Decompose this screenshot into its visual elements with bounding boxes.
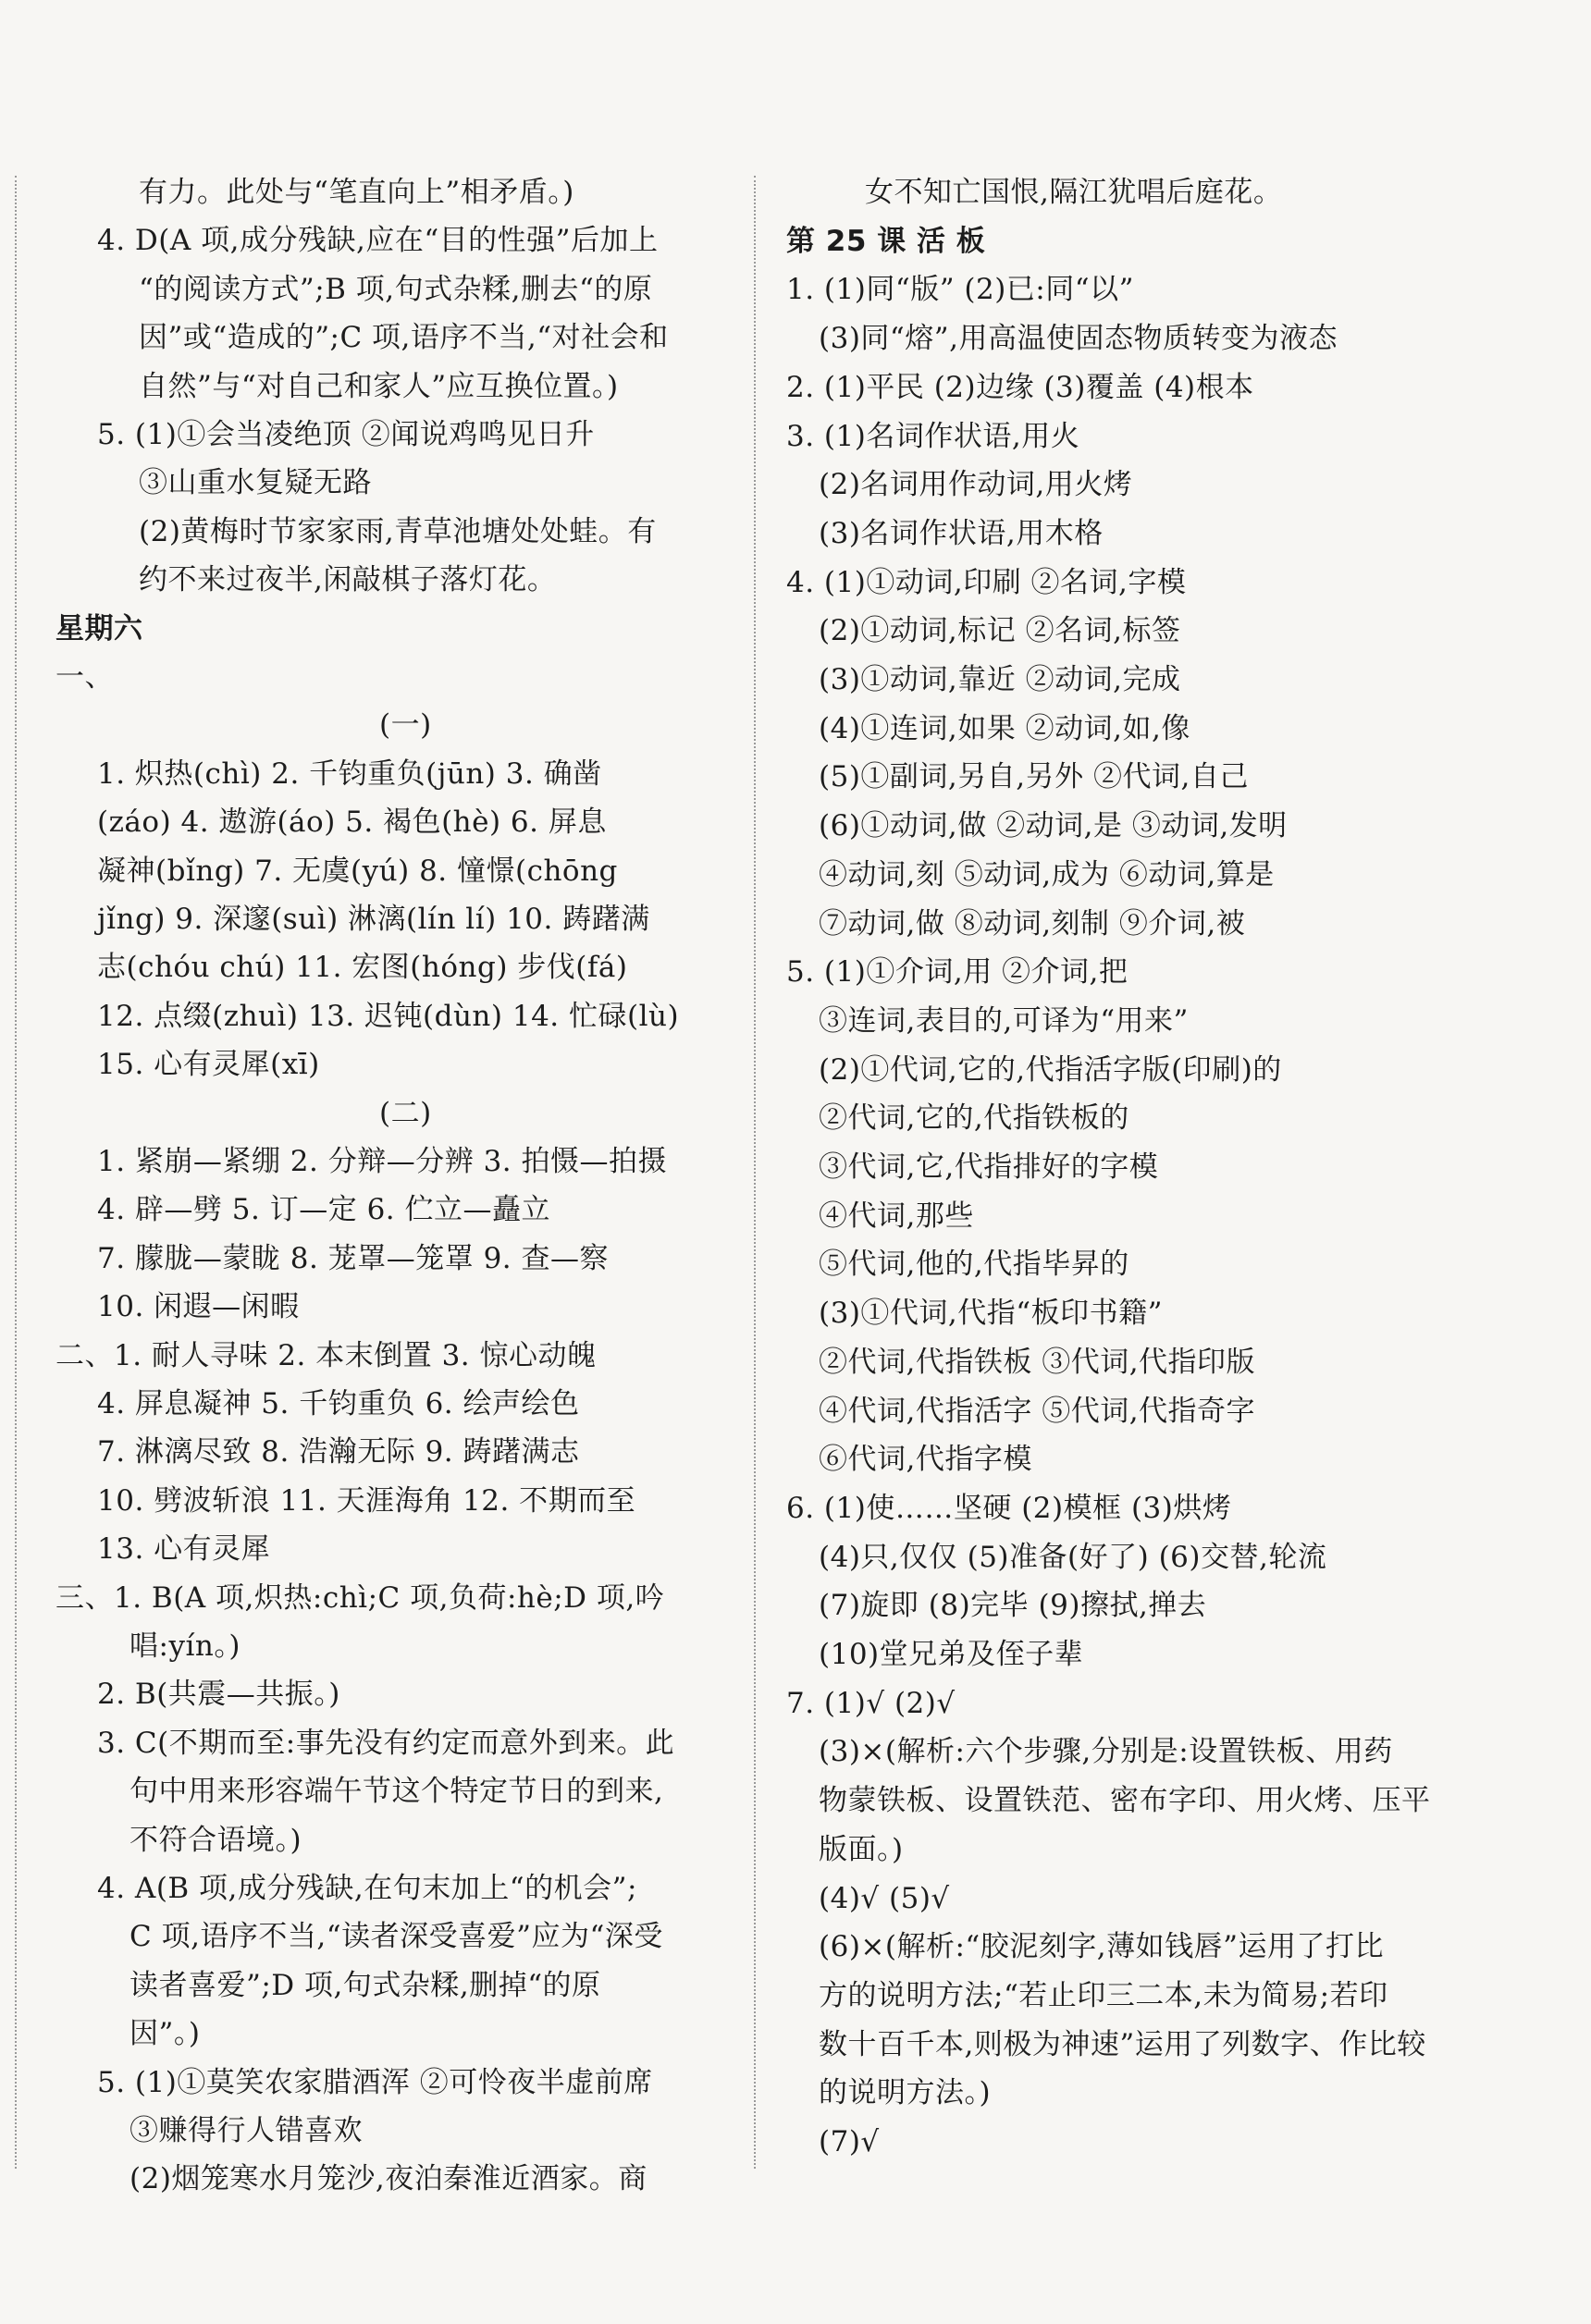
answer-line: 5. (1)①会当凌绝顶 ②闻说鸡鸣见日升	[97, 418, 595, 451]
answer-line: 7. 淋漓尽致 8. 浩瀚无际 9. 踌躇满志	[97, 1435, 580, 1469]
answer-line: 三、1. B(A 项,炽热:chì;C 项,负荷:hè;D 项,吟	[56, 1580, 665, 1615]
answer-line: 不符合语境。)	[130, 1823, 302, 1857]
answer-line: 2. B(共震—共振。)	[97, 1678, 340, 1712]
answer-line: 一、	[56, 660, 114, 694]
answer-line: 5. (1)①介词,用 ②介词,把	[786, 955, 1128, 990]
answer-line: ⑤代词,他的,代指毕昇的	[819, 1248, 1129, 1282]
answer-line: ②代词,代指铁板 ③代词,代指印版	[819, 1345, 1256, 1379]
answer-line: 15. 心有灵犀(xī)	[97, 1048, 320, 1082]
answer-line: 数十百千本,则极为神速”运用了列数字、作比较	[819, 2027, 1426, 2061]
answer-line: 2. (1)平民 (2)边缘 (3)覆盖 (4)根本	[786, 370, 1254, 404]
answer-line: 志(chóu chú) 11. 宏图(hóng) 步伐(fá)	[97, 951, 628, 985]
answer-line: 6. (1)使……坚硬 (2)模框 (3)烘烤	[786, 1491, 1232, 1525]
column-divider	[754, 176, 756, 2169]
section-heading: 星期六	[56, 611, 143, 646]
answer-line: 1. 紧崩—紧绷 2. 分辩—分辨 3. 拍慑—拍摄	[97, 1145, 668, 1178]
answer-line: ③代词,它,代指排好的字模	[819, 1150, 1159, 1184]
answer-line: 7. 朦胧—蒙眬 8. 茏罩—笼罩 9. 查—察	[97, 1241, 610, 1275]
answer-line: ②代词,它的,代指铁板的	[819, 1101, 1129, 1136]
section-heading: 第 25 课 活 板	[786, 224, 986, 258]
answer-line: ④代词,那些	[819, 1199, 974, 1233]
answer-line: (3)名词作状语,用木格	[819, 516, 1104, 550]
answer-line: 10. 闲遐—闲暇	[97, 1290, 300, 1324]
answer-line: 凝神(bǐng) 7. 无虞(yú) 8. 憧憬(chōng	[97, 854, 618, 888]
answer-line: “的阅读方式”;B 项,句式杂糅,删去“的原	[139, 272, 653, 306]
answer-line: (3)×(解析:六个步骤,分别是:设置铁板、用药	[819, 1735, 1393, 1769]
answer-line: 唱:yín。)	[130, 1629, 240, 1663]
answer-line: (7)旋即 (8)完毕 (9)擦拭,掸去	[819, 1589, 1207, 1623]
answer-line: ⑥代词,代指字模	[819, 1443, 1032, 1477]
answer-line: 3. (1)名词作状语,用火	[786, 419, 1080, 453]
answer-line: (6)×(解析:“胶泥刻字,薄如钱唇”运用了打比	[819, 1930, 1384, 1964]
answer-line: 因”或“造成的”;C 项,语序不当,“对社会和	[139, 321, 669, 355]
answer-line: (4)√ (5)√	[819, 1881, 950, 1915]
answer-line: (一)	[379, 708, 432, 743]
answer-line: (2)黄梅时节家家雨,青草池塘处处蛙。有	[139, 514, 657, 548]
answer-line: 3. C(不期而至:事先没有约定而意外到来。此	[97, 1726, 675, 1760]
answer-line: (2)烟笼寒水月笼沙,夜泊秦淮近酒家。商	[130, 2162, 648, 2196]
answer-line: (3)①动词,靠近 ②动词,完成	[819, 663, 1181, 696]
answer-line: 方的说明方法;“若止印三二本,未为简易;若印	[819, 1978, 1388, 2012]
answer-line: 女不知亡国恨,隔江犹唱后庭花。	[865, 176, 1283, 209]
answer-line: 二、1. 耐人寻味 2. 本末倒置 3. 惊心动魄	[56, 1338, 597, 1372]
answer-line: (4)①连词,如果 ②动词,如,像	[819, 711, 1190, 745]
answer-line: ⑦动词,做 ⑧动词,刻制 ⑨介词,被	[819, 906, 1246, 941]
answer-line: (2)①代词,它的,代指活字版(印刷)的	[819, 1052, 1282, 1087]
left-margin-rule	[15, 176, 17, 2169]
answer-line: (2)①动词,标记 ②名词,标签	[819, 614, 1181, 648]
answer-line: 有力。此处与“笔直向上”相矛盾。)	[139, 176, 574, 209]
answer-line: (3)同“熔”,用高温使固态物质转变为液态	[819, 322, 1338, 356]
answer-line: (二)	[379, 1096, 432, 1130]
answer-line: C 项,语序不当,“读者深受喜爱”应为“深受	[130, 1920, 663, 1954]
answer-line: jǐng) 9. 深邃(suì) 淋漓(lín lí) 10. 踌躇满	[97, 903, 650, 936]
answer-line: ③连词,表目的,可译为“用来”	[819, 1003, 1189, 1038]
answer-line: ④代词,代指活字 ⑤代词,代指奇字	[819, 1394, 1256, 1428]
answer-line: 自然”与“对自己和家人”应互换位置。)	[139, 369, 619, 403]
answer-line: 4. D(A 项,成分残缺,应在“目的性强”后加上	[97, 224, 659, 258]
answer-line: 读者喜爱”;D 项,句式杂糅,删掉“的原	[130, 1968, 601, 2002]
answer-line: (2)名词用作动词,用火烤	[819, 468, 1133, 502]
answer-line: (6)①动词,做 ②动词,是 ③动词,发明	[819, 809, 1288, 843]
answer-line: 10. 劈波斩浪 11. 天涯海角 12. 不期而至	[97, 1483, 636, 1518]
answer-line: (3)①代词,代指“板印书籍”	[819, 1297, 1163, 1331]
answer-line: 4. A(B 项,成分残缺,在句末加上“的机会”;	[97, 1872, 637, 1905]
answer-line: (10)堂兄弟及侄子辈	[819, 1638, 1084, 1671]
answer-line: ④动词,刻 ⑤动词,成为 ⑥动词,算是	[819, 857, 1275, 891]
answer-line: 物蒙铁板、设置铁范、密布字印、用火烤、压平	[819, 1784, 1431, 1818]
answer-line: (7)√	[819, 2125, 880, 2158]
answer-line: (záo) 4. 遨游(áo) 5. 褐色(hè) 6. 屏息	[97, 805, 607, 840]
answer-line: 4. (1)①动词,印刷 ②名词,字模	[786, 565, 1187, 599]
answer-line: 4. 辟—劈 5. 订—定 6. 伫立—矗立	[97, 1193, 551, 1227]
answer-line: 4. 屏息凝神 5. 千钧重负 6. 绘声绘色	[97, 1387, 580, 1420]
answer-line: 版面。)	[819, 1832, 904, 1866]
answer-line: 句中用来形容端午节这个特定节日的到来,	[130, 1775, 664, 1809]
answer-line: 的说明方法。)	[819, 2076, 992, 2110]
answer-line: ③山重水复疑无路	[139, 466, 372, 500]
answer-line: (4)只,仅仅 (5)准备(好了) (6)交替,轮流	[819, 1540, 1327, 1574]
answer-line: 5. (1)①莫笑农家腊酒浑 ②可怜夜半虚前席	[97, 2065, 653, 2099]
answer-line: 1. 炽热(chì) 2. 千钧重负(jūn) 3. 确凿	[97, 756, 602, 791]
answer-line: 7. (1)√ (2)√	[786, 1686, 956, 1720]
answer-line: 约不来过夜半,闲敲棋子落灯花。	[139, 563, 557, 597]
answer-line: 12. 点缀(zhuì) 13. 迟钝(dùn) 14. 忙碌(lù)	[97, 999, 680, 1033]
answer-line: ③赚得行人错喜欢	[130, 2114, 363, 2147]
answer-line: 13. 心有灵犀	[97, 1532, 271, 1567]
answer-line: 因”。)	[130, 2017, 201, 2051]
answer-line: (5)①副词,另自,另外 ②代词,自己	[819, 760, 1249, 794]
answer-line: 1. (1)同“版” (2)已:同“以”	[786, 273, 1134, 307]
